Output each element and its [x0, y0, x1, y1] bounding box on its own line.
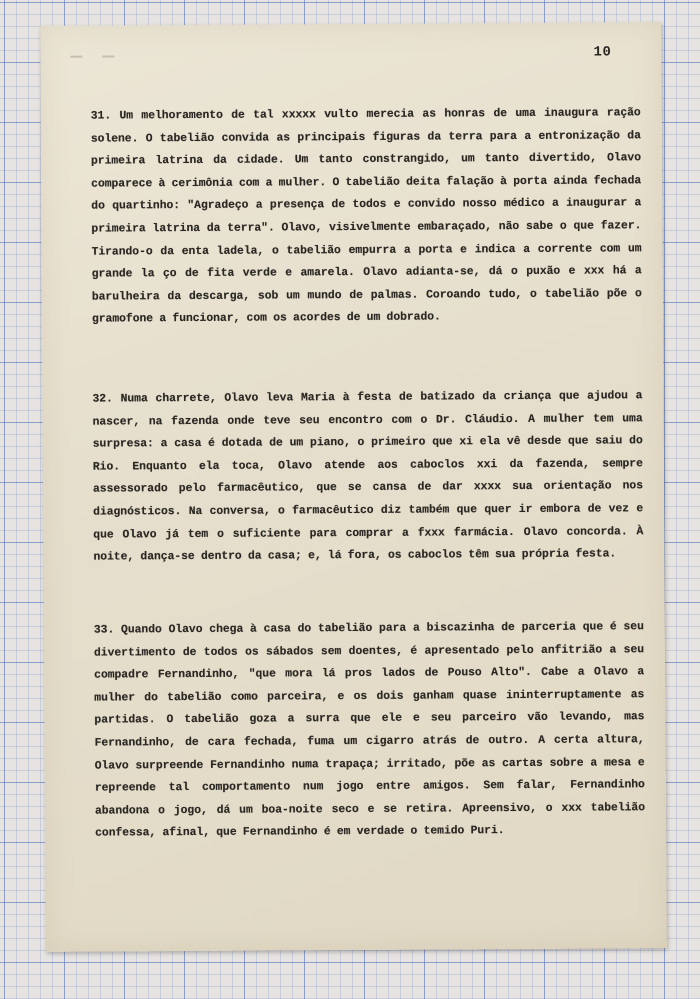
paragraph-33: 33. Quando Olavo chega à casa do tabelião para a biscazinha de parceria que é seu divertimento de todos os sábados sem doentes, é apresentado pelo anfitrião a seu compadre Fernandinho, "que mora lá pros lados de Pouso Alto". Cabe a Olavo a mulher do tabelião como parceira, e os dois ganham quase ininterruptamente as partidas. O tabelião goza a surra que ele e seu parceiro vão levando, mas Fernandinho, de cara fechada, fuma um cigarro atrás de outro. A certa altura, Olavo surpreende Fernandinho numa trapaça; irritado, põe as cartas sobre a mesa e repreende tal comportamento num jogo entre amigos. Sem falar, Fernandinho abandona o jogo, dá um boa-noite seco e se retira. Apreensivo, o xxx tabelião confessa, afinal, que Fernandinho é em verdade o temido Puri. — [93, 621, 646, 840]
punch-mark — [70, 56, 82, 58]
paragraph-32: 32. Numa charrete, Olavo leva Maria à festa de batizado da criança que ajudou a nascer, na fazenda onde teve seu encontro com o Dr. Cláudio. A mulher tem uma surpresa: a casa é dotada de um piano, o primeiro que xi ela vê desde que saiu do Rio. Enquanto ela toca, Olavo atende aos caboclos xxi da fazenda, sempre assessorado pelo farmacêutico, que se cansa de dar xxxx sua orientação nos diagnósticos. Na conversa, o farmacêutico diz também que quer ir embora de vez e que Olavo já tem o suficiente para comprar a fxxx farmácia. Olavo concorda. À noite, dança-se dentro da casa; e, lá fora, os caboclos têm sua própria festa. — [92, 390, 644, 564]
page-number: 10 — [593, 44, 612, 61]
typewritten-page — [40, 22, 667, 952]
punch-mark — [102, 55, 114, 57]
paragraph-31: 31. Um melhoramento de tal xxxxx vulto merecia as honras de uma inaugura ração solene. O tabelião convida as principais figuras da terra para a entronização da primeira latrina da cidade. Um tanto constrangido, um tanto divertido, Olavo comparece à cerimônia com a mulher. O tabelião deita falação à porta ainda fechada do quartinho: "Agradeço a presença de todos e convido nosso médico a inaugurar a primeira latrina da terra". Olavo, visivelmente embaraçado, não sabe o que fazer. Tirando-o da enta ladela, o tabelião empurra a porta e indica a corrente com um grande la ço de fita verde e amarela. Olavo adianta-se, dá o puxão e xxx há a barulheira da descarga, sob um mundo de palmas. Coroando tudo, o tabelião põe o gramofone a funcionar, com os acordes de um dobrado. — [90, 107, 642, 326]
